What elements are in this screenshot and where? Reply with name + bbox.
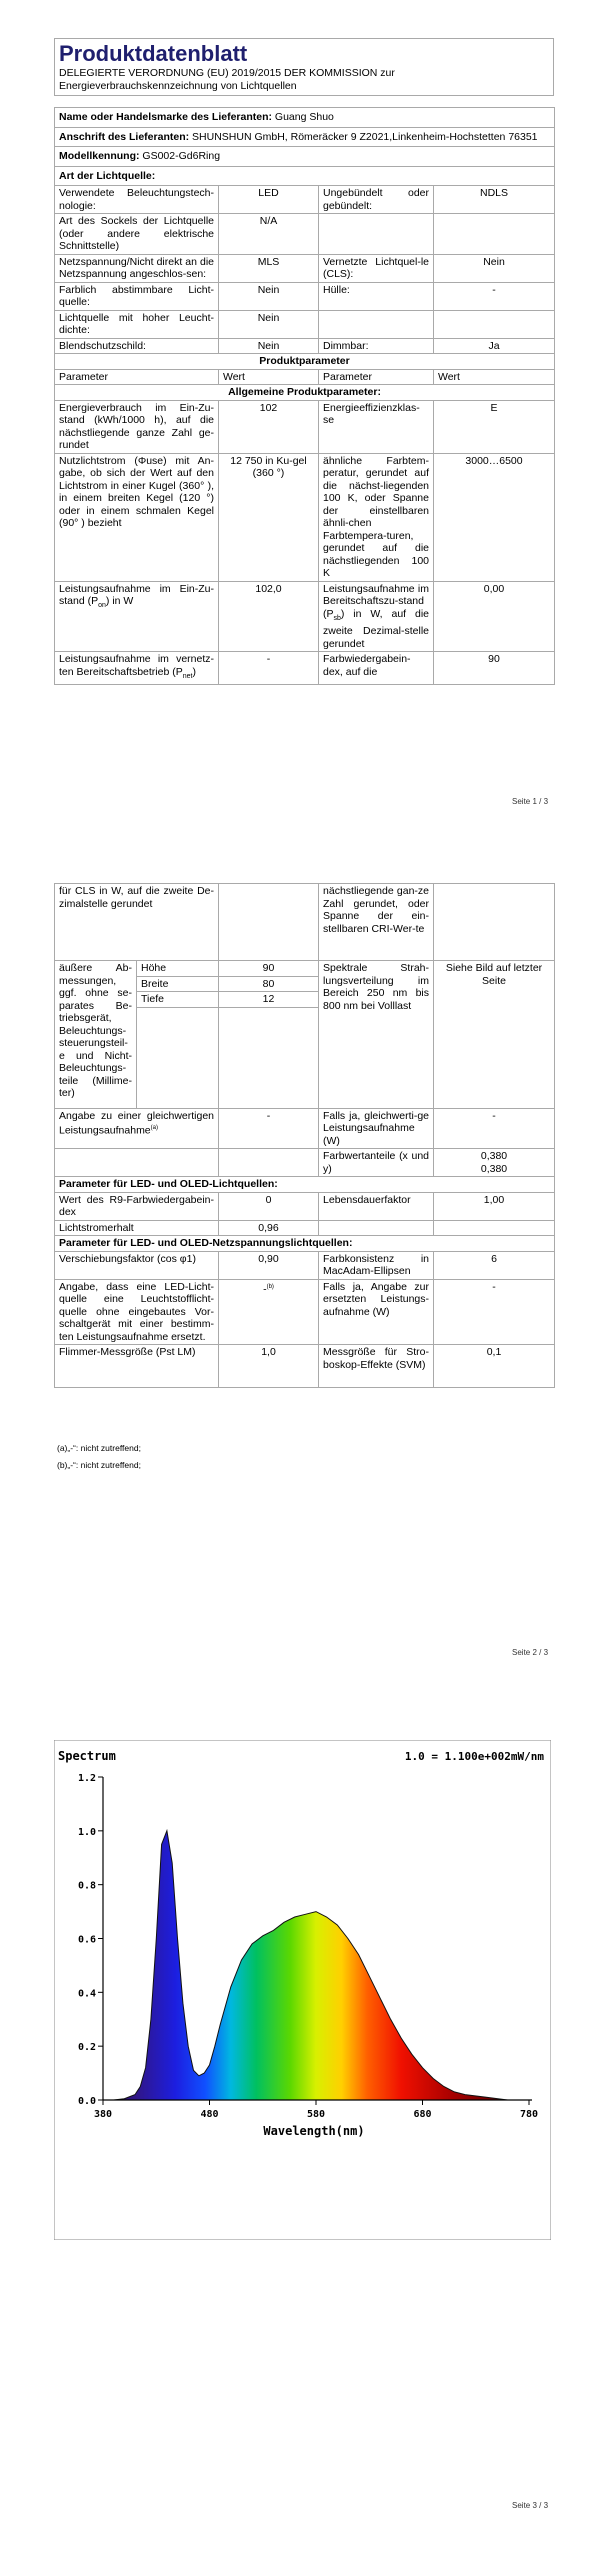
general-params-header-row <box>55 385 555 401</box>
param-value: Nein <box>434 254 555 282</box>
param-value: 12 750 in Ku-gel (360 °) <box>219 453 319 581</box>
empty-cell <box>219 1007 319 1108</box>
table-row <box>55 1220 555 1236</box>
table-row <box>55 1192 555 1220</box>
led-params-header-row <box>55 1177 555 1193</box>
param-label: Flimmer-Messgröße (Pst LM) <box>55 1345 219 1388</box>
param-value: 6 <box>434 1251 555 1279</box>
y-tick-label: 0.8 <box>77 1880 96 1892</box>
empty-cell <box>55 1149 219 1177</box>
product-params-header: Produktparameter <box>55 354 555 370</box>
param-value: 102 <box>219 400 319 453</box>
chart-annotation: 1.0 = 1.100e+002mW/nm <box>404 1750 544 1763</box>
footnote-a: (a)„-“: nicht zutreffend; <box>57 1443 141 1453</box>
param-label: Art des Sockels der Lichtquelle (oder andere elektrische Schnittstelle) <box>55 214 219 255</box>
param-value: 0 <box>219 1192 319 1220</box>
param-label: Angabe, dass eine LED-Licht-quelle eine Leuchtstofflicht-quelle ohne eingebautes Vor-schaltgerät mit einer bestimm-ten Leistungsaufnahme ersetzt. <box>55 1279 219 1345</box>
param-value: LED <box>219 186 319 214</box>
param-label: Lebensdauerfaktor <box>319 1192 434 1220</box>
param-label: Verschiebungsfaktor (cos φ1) <box>55 1251 219 1279</box>
param-label: Leistungsaufnahme im vernetz-ten Bereitschaftsbetrieb $(P_{net})$ <box>55 652 219 685</box>
model-row <box>55 147 555 167</box>
dimensions-label: äußere Ab-messungen, ggf. ohne se-parates Be-triebsgerät, Beleuchtungs-steuerungsteil-e und Nicht-Beleuchtungs-teile (Millime-ter) <box>55 961 137 1109</box>
param-label: Leistungsaufnahme im Bereitschaftszu-stand $(P_{sb})$ in W, auf die zweite Dezimal-stelle gerundet <box>319 581 434 652</box>
general-params-header: Allgemeine Produktparameter: <box>55 385 555 401</box>
table-row <box>55 254 555 282</box>
y-tick-label: 0.0 <box>77 2096 96 2107</box>
table-row <box>55 1345 555 1388</box>
x-tick-label: 580 <box>306 2109 326 2120</box>
param-label: Leistungsaufnahme im Ein-Zu-stand $(P_{on})$ in W <box>55 581 219 652</box>
table-row <box>55 1251 555 1279</box>
param-value: - <box>219 1108 319 1149</box>
y-tick-label: 1.0 <box>77 1826 96 1838</box>
table-row <box>55 214 555 255</box>
empty-cell <box>434 310 555 338</box>
page-1-title-box <box>54 38 554 96</box>
page-title: Produktdatenblatt <box>59 41 248 66</box>
empty-cell <box>434 214 555 255</box>
table-row <box>55 310 555 338</box>
column-header-param: Parameter <box>55 369 219 385</box>
x-tick-label: 780 <box>519 2109 539 2120</box>
param-value: NDLS <box>434 186 555 214</box>
param-label: Wert des R9-Farbwiedergabein-dex <box>55 1192 219 1220</box>
param-value: 3000…6500 <box>434 453 555 581</box>
height-value: 90 <box>219 961 319 977</box>
regulation-text: DELEGIERTE VERORDNUNG (EU) 2019/2015 DER KOMMISSION zur Energieverbrauchskennzeichnung von Lichtquellen <box>59 67 395 92</box>
depth-value: 12 <box>219 992 319 1008</box>
empty-cell <box>434 884 555 961</box>
param-value: Siehe Bild auf letzter Seite <box>434 961 555 1109</box>
width-label: Breite <box>137 976 219 992</box>
depth-label: Tiefe <box>137 992 219 1008</box>
param-value: N/A <box>219 214 319 255</box>
supplier-address-row <box>55 127 555 147</box>
param-label: Lichtquelle mit hoher Leucht-dichte: <box>55 310 219 338</box>
table-row <box>55 1279 555 1345</box>
param-value: Nein <box>219 338 319 354</box>
param-label: Energieverbrauch im Ein-Zu-stand (kWh/1000 h), auf die nächstliegende ganze Zahl ge-rundet <box>55 400 219 453</box>
param-value: 0,1 <box>434 1345 555 1388</box>
table-row <box>55 453 555 581</box>
param-value: 0,380 0,380 <box>434 1149 555 1177</box>
param-label: Messgröße für Stro-boskop-Effekte (SVM) <box>319 1345 434 1388</box>
param-label: Ungebündelt oder gebündelt: <box>319 186 434 214</box>
param-label: nächstliegende gan-ze Zahl gerundet, oder Spanne der ein-stellbaren CRI-Wer-te <box>319 884 434 961</box>
param-value: 0,90 <box>219 1251 319 1279</box>
x-tick-label: 380 <box>93 2109 113 2120</box>
product-params-header-row <box>55 354 555 370</box>
page-number: Seite 2 / 3 <box>512 1648 549 1657</box>
table-row <box>55 1149 555 1177</box>
param-label: Vernetzte Lichtquel-le (CLS): <box>319 254 434 282</box>
mains-params-header-row <box>55 1236 555 1252</box>
supplier-name: Guang Shuo <box>274 111 334 123</box>
param-value: E <box>434 400 555 453</box>
param-label: Verwendete Beleuchtungstech-nologie: <box>55 186 219 214</box>
empty-cell <box>319 310 434 338</box>
param-label: Falls ja, gleichwerti-ge Leistungsaufnahme (W) <box>319 1108 434 1149</box>
param-value: 1,0 <box>219 1345 319 1388</box>
param-label: Energieeffizienzklas-se <box>319 400 434 453</box>
param-value: Ja <box>434 338 555 354</box>
y-tick-label: 0.2 <box>77 2042 96 2054</box>
table-row <box>55 652 555 685</box>
param-label: Farbwiedergabein-dex, auf die <box>319 652 434 685</box>
param-value: Nein <box>219 310 319 338</box>
supplier-address: SHUNSHUN GmbH, Römeräcker 9 Z2021,Linkenheim-Hochstetten 76351 <box>192 130 538 143</box>
chart-title: Spectrum <box>58 1749 116 1763</box>
param-label: ähnliche Farbtem-peratur, gerundet auf die nächst-liegenden 100 K, oder Spanne der einstellbaren ähnli-chen Farbtempera-turen, gerundet auf die nächstliegenden 100 K <box>319 453 434 581</box>
param-value: 1,00 <box>434 1192 555 1220</box>
x-axis-label: Wavelength(nm) <box>263 2124 365 2138</box>
footnote-b: (b)„-“: nicht zutreffend; <box>57 1460 141 1470</box>
dimension-row <box>55 961 555 977</box>
empty-cell <box>219 1149 319 1177</box>
spectrum-chart <box>54 1740 551 2240</box>
param-label: Nutzlichtstrom (Φuse) mit An-gabe, ob sich der Wert auf den Lichtstrom in einer Kugel (360° ), in einem breiten Kegel (120 °) oder in einem schmalen Kegel (90° ) bezieht <box>55 453 219 581</box>
y-tick-label: 0.6 <box>77 1934 96 1946</box>
param-value: - <box>434 282 555 310</box>
param-value: - <box>434 1279 555 1345</box>
supplier-name-label: Name oder Handelsmarke des Lieferanten: <box>59 111 272 123</box>
page-1-table <box>54 107 555 685</box>
page-number: Seite 3 / 3 <box>512 2501 549 2510</box>
param-value: Nein <box>219 282 319 310</box>
column-header-row <box>55 369 555 385</box>
param-label: Lichtstromerhalt <box>55 1220 219 1236</box>
empty-cell <box>434 1220 555 1236</box>
param-value: -$^{(b)}$ <box>219 1279 319 1345</box>
empty-cell <box>319 1220 434 1236</box>
column-header-value: Wert <box>219 369 319 385</box>
width-value: 80 <box>219 976 319 992</box>
y-tick-label: 0.4 <box>77 1988 96 2000</box>
param-label: Farblich abstimmbare Licht-quelle: <box>55 282 219 310</box>
param-value: - <box>434 1108 555 1149</box>
led-params-header: Parameter für LED- und OLED-Lichtquellen: <box>55 1177 555 1193</box>
light-type-header: Art der Lichtquelle: <box>55 166 555 186</box>
supplier-name-row <box>55 108 555 128</box>
x-tick-label: 480 <box>200 2109 219 2120</box>
param-value: - <box>219 652 319 685</box>
model-label: Modellkennung: <box>59 150 140 162</box>
table-row <box>55 338 555 354</box>
param-value: 0,96 <box>219 1220 319 1236</box>
param-label: Falls ja, Angabe zur ersetzten Leistungs-aufnahme (W) <box>319 1279 434 1345</box>
param-label: Angabe zu einer gleichwertigen Leistungsaufnahme$^{(a)}$ <box>55 1108 219 1149</box>
height-label: Höhe <box>137 961 219 977</box>
empty-cell <box>137 1007 219 1108</box>
param-label: Netzspannung/Nicht direkt an die Netzspannung angeschlos-sen: <box>55 254 219 282</box>
table-row <box>55 581 555 652</box>
table-row <box>55 1108 555 1149</box>
param-label: Blendschutzschild: <box>55 338 219 354</box>
table-row <box>55 186 555 214</box>
table-row <box>55 400 555 453</box>
param-value: 90 <box>434 652 555 685</box>
column-header-value: Wert <box>434 369 555 385</box>
param-label: Dimmbar: <box>319 338 434 354</box>
param-label: Spektrale Strah-lungsverteilung im Bereich 250 nm bis 800 nm bei Volllast <box>319 961 434 1109</box>
page-number: Seite 1 / 3 <box>512 797 549 806</box>
table-row <box>55 884 555 961</box>
param-value: 102,0 <box>219 581 319 652</box>
param-label: für CLS in W, auf die zweite De-zimalstelle gerundet <box>55 884 219 961</box>
param-value: MLS <box>219 254 319 282</box>
model-id: GS002-Gd6Ring <box>142 150 221 162</box>
param-value: 0,00 <box>434 581 555 652</box>
page-2-table <box>54 883 555 1388</box>
light-type-header-row <box>55 166 555 186</box>
param-label: Farbkonsistenz in MacAdam-Ellipsen <box>319 1251 434 1279</box>
y-tick-label: 1.2 <box>77 1773 96 1784</box>
supplier-address-label: Anschrift des Lieferanten: <box>59 130 190 143</box>
table-row <box>55 282 555 310</box>
empty-cell <box>219 884 319 961</box>
column-header-param: Parameter <box>319 369 434 385</box>
param-label: Farbwertanteile (x und y) <box>319 1149 434 1177</box>
mains-params-header: Parameter für LED- und OLED-Netzspannungslichtquellen: <box>55 1236 555 1252</box>
param-label: Hülle: <box>319 282 434 310</box>
x-tick-label: 680 <box>413 2109 432 2120</box>
empty-cell <box>319 214 434 255</box>
